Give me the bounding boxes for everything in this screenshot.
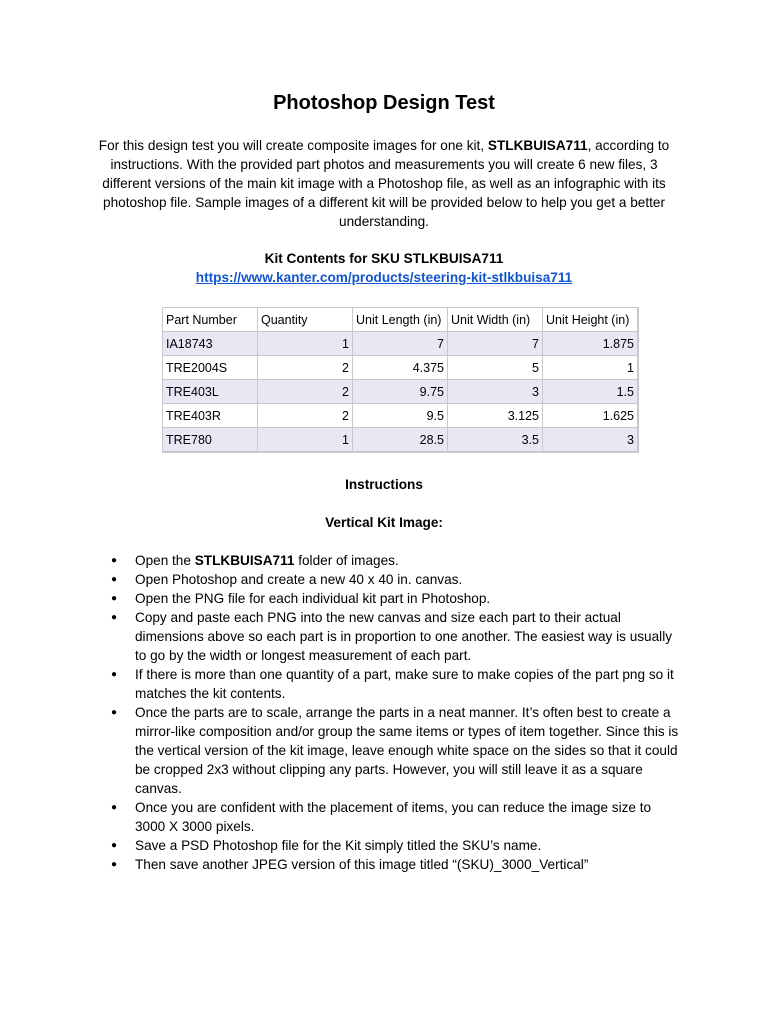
intro-sku: STLKBUISA711: [487, 138, 588, 153]
cell-unit-width: 5: [448, 356, 543, 380]
cell-quantity: 2: [258, 380, 353, 404]
header-part-number: Part Number: [163, 308, 258, 332]
table-row: [163, 332, 639, 356]
cell-quantity: 1: [258, 332, 353, 356]
header-quantity: Quantity: [258, 308, 353, 332]
instruction-steps-list: [108, 551, 683, 874]
bullet-icon: ●: [111, 802, 118, 813]
bullet-icon: ●: [111, 840, 118, 851]
kit-product-link[interactable]: https://www.kanter.com/products/steering-kit-stlkbuisa711: [195, 270, 573, 285]
cell-unit-width: 3.5: [448, 428, 543, 453]
page-title: Photoshop Design Test: [273, 92, 495, 114]
kit-contents-heading: Kit Contents for SKU STLKBUISA711: [264, 251, 504, 266]
bullet-icon: ●: [111, 555, 118, 566]
cell-part-number: IA18743: [163, 332, 258, 356]
intro-paragraph: [90, 136, 678, 231]
cell-unit-height: 1: [543, 356, 639, 380]
list-item: [108, 608, 683, 665]
list-item: [108, 855, 683, 874]
bullet-icon: ●: [111, 669, 118, 680]
header-unit-width: Unit Width (in): [448, 308, 543, 332]
cell-part-number: TRE403L: [163, 380, 258, 404]
step-sku: STLKBUISA711: [194, 553, 295, 568]
cell-unit-height: 3: [543, 428, 639, 453]
cell-unit-length: 4.375: [353, 356, 448, 380]
cell-part-number: TRE780: [163, 428, 258, 453]
step-text: Once you are confident with the placement of items, you can reduce the image size to 3000 X 3000 pixels.: [135, 800, 652, 834]
cell-part-number: TRE403R: [163, 404, 258, 428]
table-row: [163, 356, 639, 380]
table-row: [163, 428, 639, 453]
step-text: folder of images.: [294, 553, 399, 568]
cell-unit-width: 7: [448, 332, 543, 356]
instructions-heading: Instructions: [345, 477, 423, 492]
cell-quantity: 1: [258, 428, 353, 453]
step-text: Copy and paste each PNG into the new canvas and size each part to their actual dimensions above so each part is in proportion to one another. The easiest way is usually to go by the width or longest measurement of each part.: [135, 610, 673, 663]
header-unit-height: Unit Height (in): [543, 308, 639, 332]
step-text: Open the PNG file for each individual kit part in Photoshop.: [135, 591, 491, 606]
bullet-icon: ●: [111, 707, 118, 718]
cell-unit-length: 9.5: [353, 404, 448, 428]
cell-unit-width: 3.125: [448, 404, 543, 428]
list-item: [108, 589, 683, 608]
list-item: [108, 570, 683, 589]
table-row: [163, 380, 639, 404]
cell-unit-length: 7: [353, 332, 448, 356]
list-item: [108, 665, 683, 703]
cell-quantity: 2: [258, 356, 353, 380]
step-text: Once the parts are to scale, arrange the parts in a neat manner. It’s often best to create a mirror-like composition and/or group the same items or types of item together. Since this is the vertical version of the kit image, leave enough white space on the sides so that it could be cropped 2x3 without clipping any parts. However, you will still leave it as a square canvas.: [135, 705, 679, 796]
list-item: [108, 836, 683, 855]
list-item: [108, 551, 683, 570]
kit-contents-table: [162, 307, 639, 453]
cell-unit-length: 9.75: [353, 380, 448, 404]
table-header-row: [163, 308, 639, 332]
cell-unit-length: 28.5: [353, 428, 448, 453]
intro-text-start: For this design test you will create composite images for one kit,: [98, 138, 488, 153]
cell-unit-height: 1.875: [543, 332, 639, 356]
intro-text-end: , according to instructions. With the provided part photos and measurements you will create 6 new files, 3 different versions of the main kit image with a Photoshop file, as well as an infographic with its photoshop file. Sample images of a different kit will be provided below to help you get a better understanding.: [102, 138, 670, 229]
header-unit-length: Unit Length (in): [353, 308, 448, 332]
step-text: Open Photoshop and create a new 40 x 40 in. canvas.: [135, 572, 463, 587]
cell-unit-height: 1.625: [543, 404, 639, 428]
table-row: [163, 404, 639, 428]
step-text: Open the: [135, 553, 195, 568]
step-text: Save a PSD Photoshop file for the Kit simply titled the SKU’s name.: [135, 838, 542, 853]
vertical-kit-image-heading: Vertical Kit Image:: [325, 515, 443, 530]
cell-quantity: 2: [258, 404, 353, 428]
cell-unit-height: 1.5: [543, 380, 639, 404]
bullet-icon: ●: [111, 593, 118, 604]
list-item: [108, 703, 683, 798]
bullet-icon: ●: [111, 859, 118, 870]
step-text: Then save another JPEG version of this image titled “(SKU)_3000_Vertical”: [135, 857, 589, 872]
bullet-icon: ●: [111, 612, 118, 623]
bullet-icon: ●: [111, 574, 118, 585]
list-item: [108, 798, 683, 836]
step-text: If there is more than one quantity of a part, make sure to make copies of the part png so it matches the kit contents.: [135, 667, 674, 701]
cell-unit-width: 3: [448, 380, 543, 404]
cell-part-number: TRE2004S: [163, 356, 258, 380]
